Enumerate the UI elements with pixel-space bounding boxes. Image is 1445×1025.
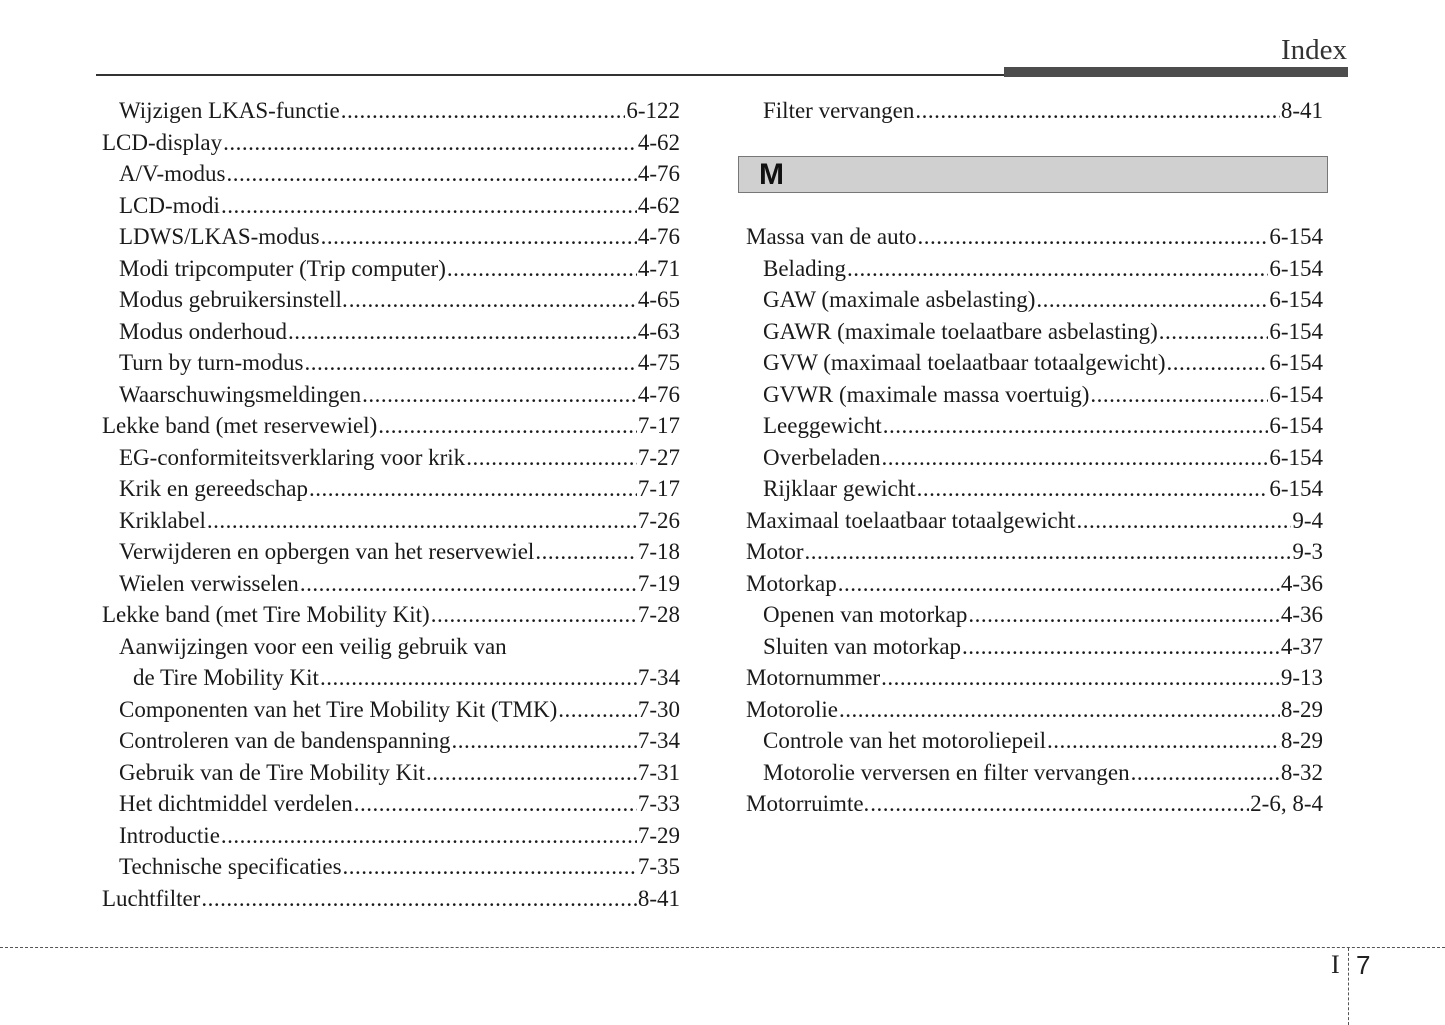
index-entry [102, 190, 680, 222]
index-entry-label: Turn by turn-modus [119, 350, 304, 375]
index-entry-label: Motorruimte. [746, 791, 870, 816]
dot-leader [227, 158, 637, 190]
index-entry [102, 379, 680, 411]
index-entry [102, 788, 680, 820]
index-entry [102, 316, 680, 348]
index-entry-page: 7-17 [637, 413, 680, 438]
index-entry-label: Motorkap [746, 570, 837, 596]
dot-leader [321, 221, 637, 253]
index-entry-label: Rijklaar gewicht [763, 476, 916, 501]
dot-leader [870, 788, 1249, 820]
index-entry-page: 4-76 [637, 161, 680, 186]
dot-leader [341, 95, 626, 127]
index-entry-label: Introductie [119, 822, 220, 848]
dot-leader [535, 536, 637, 568]
index-entry-label: Overbeladen [763, 444, 881, 470]
index-entry-page: 7-34 [637, 665, 680, 690]
dot-leader [221, 820, 637, 852]
footer-dashed-rule [0, 947, 1445, 948]
index-entry-page: 7-17 [637, 476, 680, 501]
index-entry [102, 158, 680, 190]
dot-leader [1077, 505, 1292, 537]
index-entry [746, 347, 1323, 379]
index-entry-label: EG-conformiteitsverklaring voor krik [119, 444, 466, 470]
index-entry-page: 6-154 [1269, 287, 1323, 312]
dot-leader [1131, 757, 1280, 789]
index-entry [746, 694, 1323, 726]
index-column-left [102, 95, 680, 914]
index-entry [102, 883, 680, 915]
index-entry-label: Luchtfilter [102, 885, 201, 911]
dot-leader [349, 284, 637, 316]
dot-leader [1036, 284, 1268, 316]
index-entry-page: 4-71 [637, 255, 680, 281]
index-entry-page: 4-65 [637, 287, 680, 312]
index-entry-page: 9-4 [1292, 507, 1323, 533]
dot-leader [426, 757, 637, 789]
index-entry [746, 725, 1323, 757]
footer-vertical-dashed-rule [1348, 948, 1349, 1025]
index-entry-label: Controleren van de bandenspanning [119, 728, 451, 753]
index-entry-label: Leeggewicht [763, 413, 882, 438]
index-entry-page: 7-29 [637, 822, 680, 848]
index-entry-page: 7-31 [637, 759, 680, 785]
dot-leader [558, 694, 637, 726]
index-entry [746, 536, 1323, 568]
index-entry-page: 4-76 [637, 381, 680, 407]
index-entry-page: 8-29 [1280, 728, 1323, 753]
index-entry-label: Massa van de auto [746, 224, 917, 249]
index-entry-page: 6-154 [1269, 476, 1323, 501]
index-entry-label: Modus onderhoud [119, 318, 288, 344]
index-entry-page: 7-26 [637, 507, 680, 533]
index-entry [102, 851, 680, 883]
footer-page-number: 7 [1356, 950, 1371, 980]
dot-leader [917, 473, 1269, 505]
index-entry [102, 599, 680, 631]
index-entry [746, 662, 1323, 694]
index-entry [746, 284, 1323, 316]
dot-leader [207, 505, 637, 537]
index-entry [746, 442, 1323, 474]
index-entry-page: 4-37 [1280, 633, 1323, 659]
index-entry-label: Belading [763, 255, 847, 281]
dot-leader [883, 410, 1269, 442]
dot-leader [304, 347, 636, 379]
dot-leader [1047, 725, 1280, 757]
index-entry [102, 536, 680, 568]
index-column-right-top [746, 95, 1323, 127]
index-entry-label: GVWR (maximale massa voertuig) [763, 381, 1090, 407]
index-entry-page: 4-63 [637, 318, 680, 344]
index-entry-page: 8-32 [1280, 759, 1323, 785]
index-entry-page: 7-19 [637, 570, 680, 596]
index-entry-label: de Tire Mobility Kit [133, 665, 319, 690]
index-entry [746, 95, 1323, 127]
index-entry-label: Maximaal toelaatbaar totaalgewicht [746, 507, 1076, 533]
index-entry-label: Lekke band (met Tire Mobility Kit) [102, 602, 430, 627]
dot-leader [881, 662, 1280, 694]
index-entry [102, 662, 680, 694]
index-entry-label: LDWS/LKAS-modus [119, 224, 320, 249]
index-column-right [746, 221, 1323, 820]
dot-leader [320, 662, 637, 694]
index-entry [746, 505, 1323, 537]
index-entry-label: Krik en gereedschap [119, 476, 309, 501]
index-entry-page: 6-122 [626, 98, 680, 123]
dot-leader [309, 473, 637, 505]
dot-leader [1159, 316, 1269, 348]
dot-leader [805, 536, 1292, 568]
dot-leader [839, 694, 1280, 726]
index-entry-page: 4-75 [637, 350, 680, 375]
index-entry [102, 347, 680, 379]
index-entry-page: 8-41 [637, 885, 680, 911]
index-entry-page: 7-30 [637, 696, 680, 722]
index-entry-page: 6-154 [1269, 381, 1323, 407]
index-entry [102, 253, 680, 285]
dot-leader [288, 316, 637, 348]
index-entry-page: 6-154 [1269, 444, 1323, 470]
index-entry [746, 253, 1323, 285]
index-entry-page: 4-36 [1280, 602, 1323, 627]
index-entry [746, 631, 1323, 663]
dot-leader [962, 631, 1280, 663]
index-entry-page: 2-6, 8-4 [1250, 791, 1323, 816]
index-entry [102, 757, 680, 789]
index-entry-page: 6-154 [1269, 413, 1323, 438]
index-entry-label: Wijzigen LKAS-functie [119, 98, 340, 123]
index-entry-label: GVW (maximaal toelaatbaar totaalgewicht) [763, 350, 1166, 375]
index-entry [102, 725, 680, 757]
index-entry-label: Wielen verwisselen [119, 570, 299, 596]
index-entry [102, 442, 680, 474]
index-entry-page: 7-34 [637, 728, 680, 753]
index-entry [746, 568, 1323, 600]
index-entry-label: Modi tripcomputer (Trip computer) [119, 255, 446, 281]
dot-leader [1090, 379, 1268, 411]
footer-section-label: I [1331, 950, 1340, 979]
dot-leader [447, 253, 637, 285]
index-entry-label: Openen van motorkap [763, 602, 968, 627]
section-header-m [738, 156, 1328, 193]
index-entry [102, 505, 680, 537]
index-entry-label: A/V-modus [119, 161, 226, 186]
dot-leader [915, 95, 1279, 127]
dot-leader [452, 725, 637, 757]
index-entry-label: Sluiten van motorkap [763, 633, 962, 659]
index-entry-label: Componenten van het Tire Mobility Kit (TMK) [119, 696, 558, 722]
index-entry-page: 7-33 [637, 791, 680, 816]
index-entry-page: 6-154 [1269, 224, 1323, 249]
index-entry [746, 221, 1323, 253]
index-entry-label: LCD-display [102, 129, 223, 155]
index-entry-label: Het dichtmiddel verdelen [119, 791, 353, 816]
index-entry-page: 6-154 [1269, 318, 1323, 344]
dot-leader [343, 851, 637, 883]
index-entry-label: Motorolie [746, 696, 838, 722]
index-entry [102, 95, 680, 127]
dot-leader [362, 379, 637, 411]
index-entry-page: 8-41 [1280, 98, 1323, 123]
index-entry-label: Technische specificaties [119, 854, 342, 879]
index-entry-label: LCD-modi [119, 192, 220, 218]
dot-leader [968, 599, 1279, 631]
index-entry [746, 473, 1323, 505]
index-entry-page: 7-28 [637, 602, 680, 627]
index-entry [746, 599, 1323, 631]
index-entry-label: Kriklabel [119, 507, 206, 533]
index-entry-page: 9-13 [1280, 665, 1323, 690]
index-entry-label: Aanwijzingen voor een veilig gebruik van [119, 633, 507, 659]
index-entry-page: 4-36 [1280, 570, 1323, 596]
index-entry-page: 7-35 [637, 854, 680, 879]
index-entry-label: Controle van het motoroliepeil [763, 728, 1046, 753]
index-entry [102, 694, 680, 726]
dot-leader [847, 253, 1268, 285]
index-entry [102, 127, 680, 159]
dot-leader [882, 442, 1269, 474]
dot-leader [223, 127, 637, 159]
dot-leader [431, 599, 637, 631]
index-entry-page: 7-27 [637, 444, 680, 470]
index-entry-label: GAW (maximale asbelasting) [763, 287, 1036, 312]
index-entry [102, 473, 680, 505]
dot-leader [1167, 347, 1269, 379]
index-entry-label: Motorolie verversen en filter vervangen [763, 759, 1130, 785]
index-entry-label: Waarschuwingsmeldingen [119, 381, 362, 407]
index-entry-page: 6-154 [1269, 350, 1323, 375]
index-entry [102, 568, 680, 600]
page-header-title: Index [1280, 34, 1347, 66]
index-entry [102, 631, 680, 663]
index-entry-page: 8-29 [1280, 696, 1323, 722]
index-entry [746, 316, 1323, 348]
index-entry-page: 4-62 [637, 129, 680, 155]
index-entry-page: 4-76 [637, 224, 680, 249]
dot-leader [221, 190, 637, 222]
dot-leader [378, 410, 637, 442]
dot-leader [201, 883, 636, 915]
index-entry-label: Motornummer [746, 665, 881, 690]
index-entry-page: 6-154 [1269, 255, 1323, 281]
index-entry-page: 4-62 [637, 192, 680, 218]
index-entry [102, 410, 680, 442]
index-entry [102, 221, 680, 253]
index-entry-label: GAWR (maximale toelaatbare asbelasting) [763, 318, 1158, 344]
index-entry [746, 379, 1323, 411]
dot-leader [466, 442, 637, 474]
index-entry-label: Modus gebruikersinstell. [119, 287, 348, 312]
index-entry [746, 757, 1323, 789]
index-entry-label: Gebruik van de Tire Mobility Kit [119, 759, 426, 785]
index-entry-label: Lekke band (met reservewiel) [102, 413, 378, 438]
index-entry-page: 7-18 [637, 539, 680, 564]
dot-leader [918, 221, 1269, 253]
index-entry-label: Filter vervangen [763, 98, 915, 123]
index-entry-label: Verwijderen en opbergen van het reservewiel [119, 539, 535, 564]
index-entry-page: 9-3 [1292, 539, 1323, 564]
section-letter: M [759, 158, 784, 191]
dot-leader [300, 568, 637, 600]
index-entry [102, 820, 680, 852]
index-entry-label: Motor [746, 539, 804, 564]
dot-leader [838, 568, 1280, 600]
index-entry [746, 788, 1323, 820]
index-entry [102, 284, 680, 316]
dot-leader [354, 788, 637, 820]
header-bar [1004, 67, 1348, 77]
index-entry [746, 410, 1323, 442]
header-rule [96, 74, 1006, 76]
